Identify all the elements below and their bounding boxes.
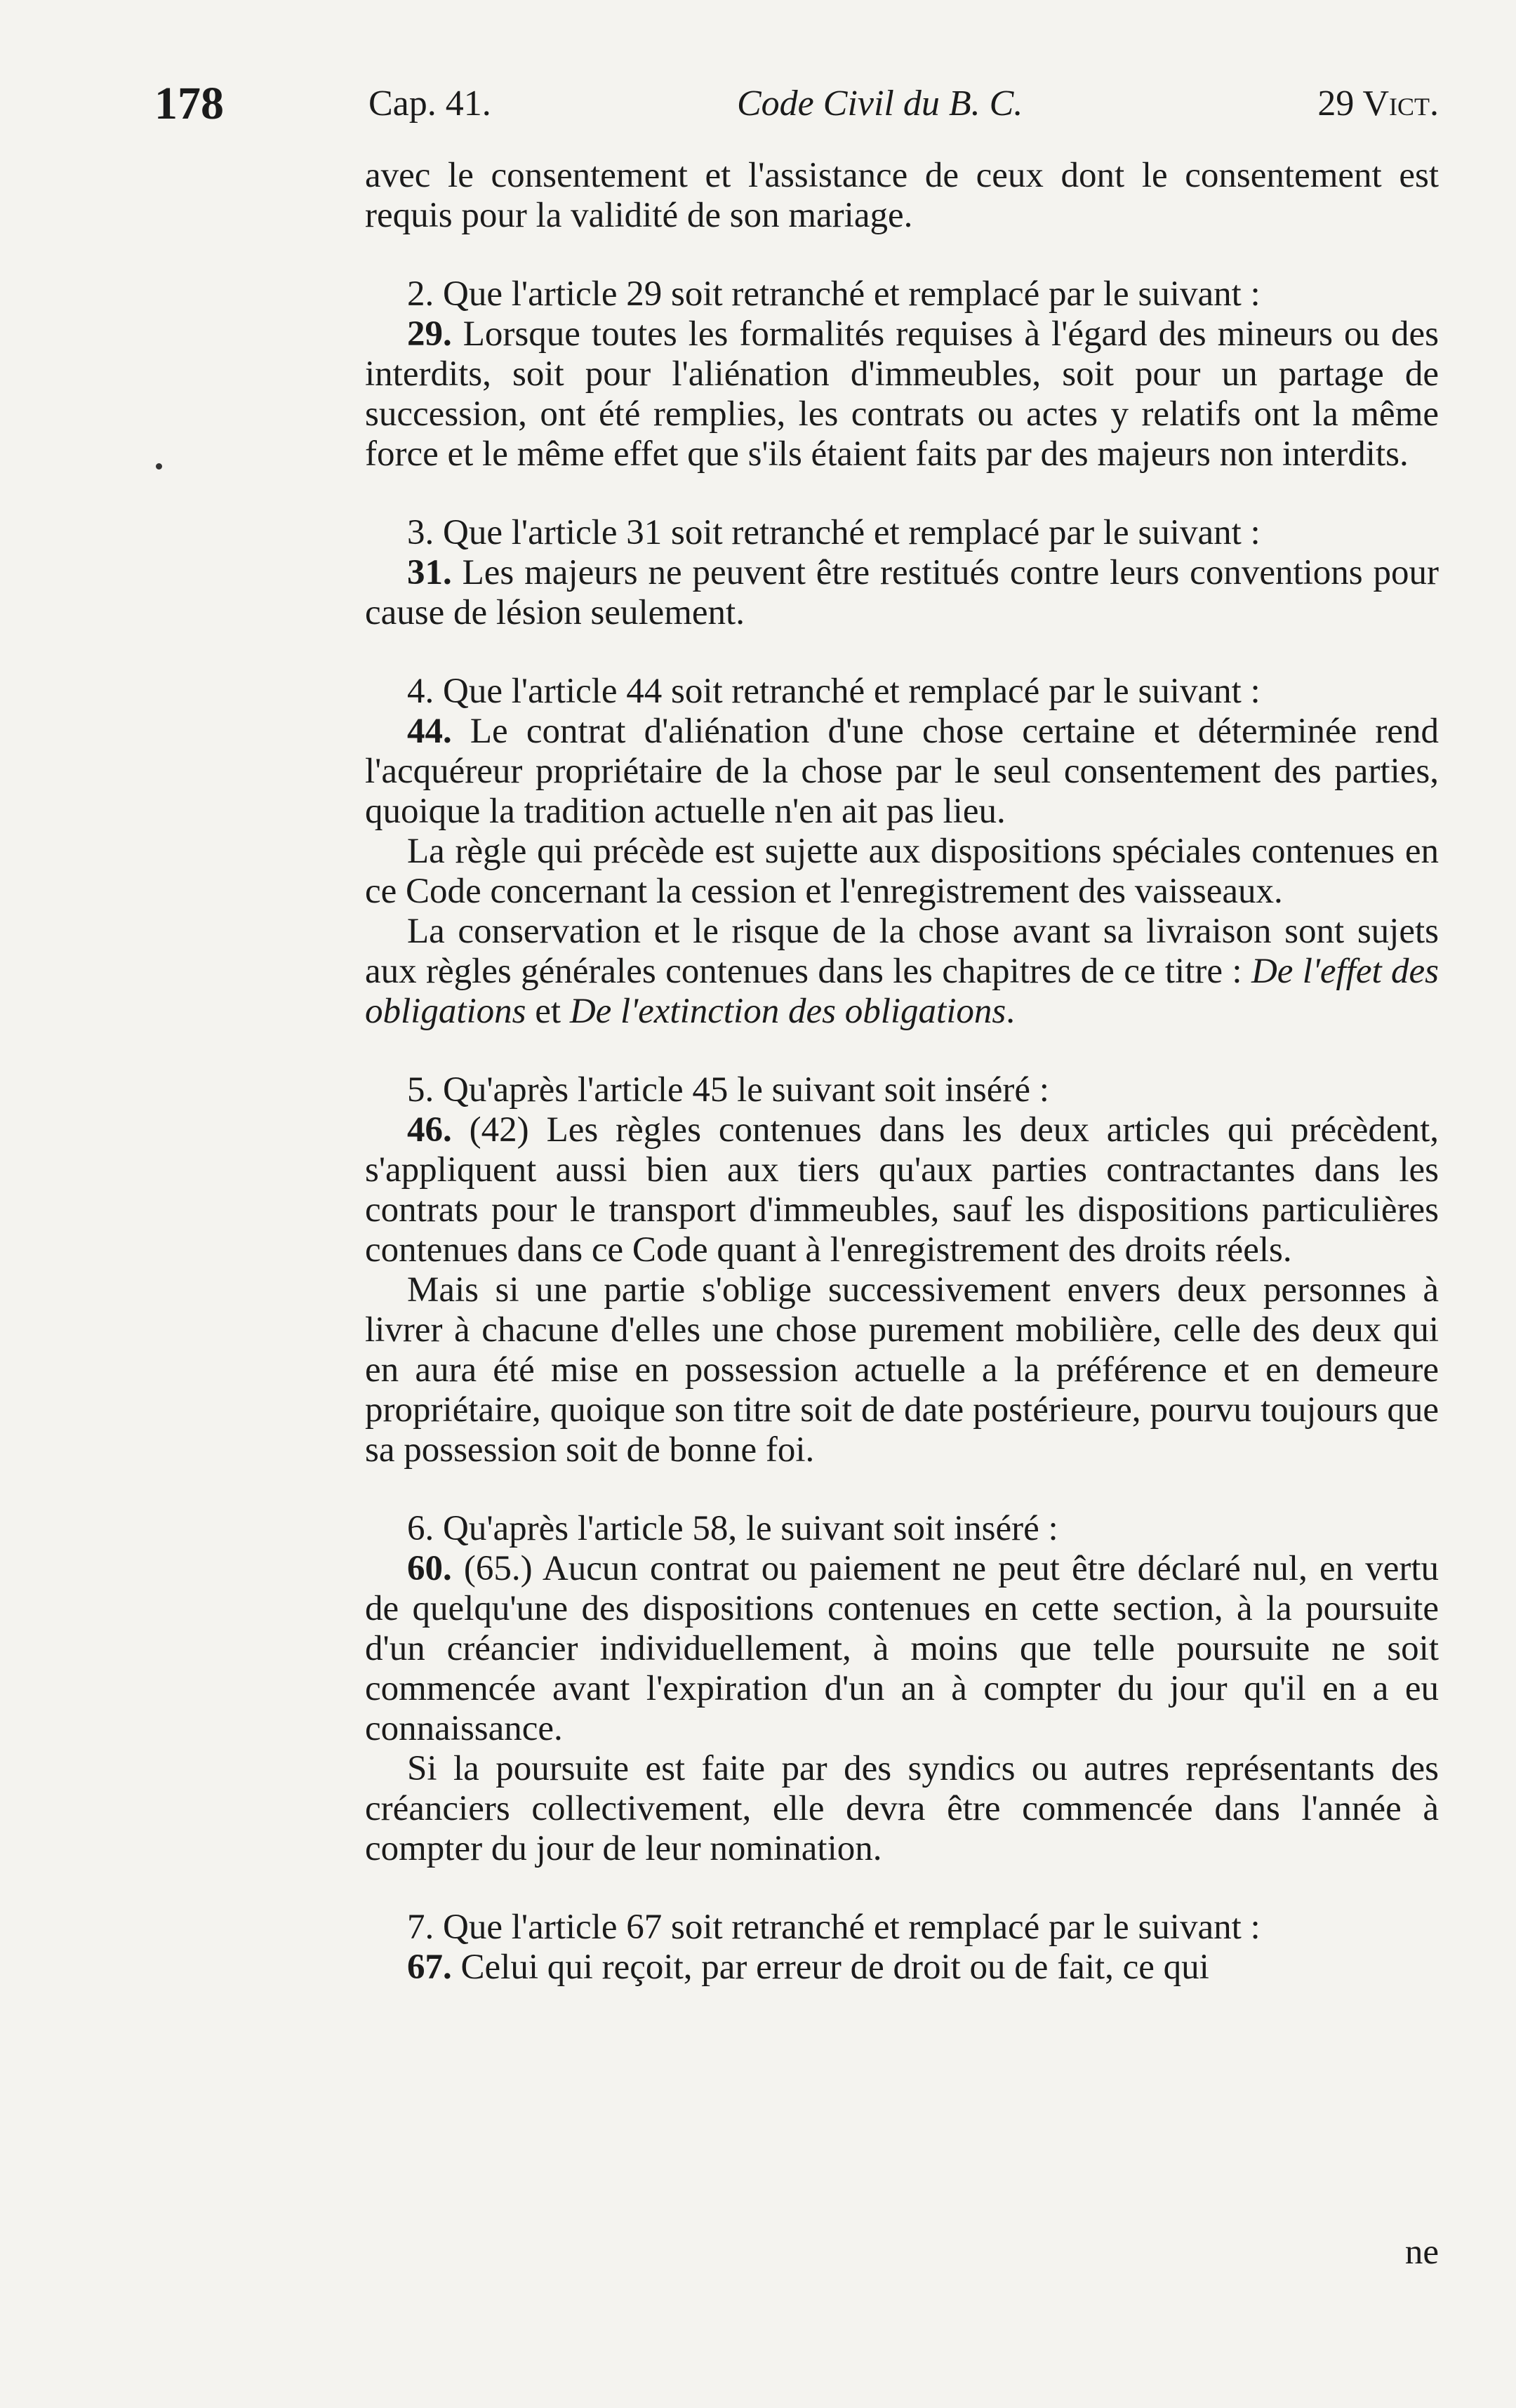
continuation-paragraph: avec le consentement et l'assistance de ceux dont le consentement est requis pour la validité de son mariage.: [365, 156, 1439, 235]
article-text: Lorsque toutes les formalités requises à l'égard des mineurs ou des interdits, soit pour l'aliénation d'immeubles, soit pour un partage de succession, ont été remplies, les contrats ou actes y relatifs ont la même force et le même effet que s'ils étaient faits par des majeurs non interdits.: [365, 314, 1439, 474]
article-text: Celui qui reçoit, par erreur de droit ou de fait, ce qui: [451, 1948, 1209, 1987]
article-number: 44.: [407, 712, 452, 751]
amendment-intro: 6. Qu'après l'article 58, le suivant soit inséré :: [407, 1509, 1058, 1548]
amendment-intro: 2. Que l'article 29 soit retranché et remplacé par le suivant :: [407, 274, 1261, 314]
article-paragraph: [365, 1549, 1439, 1749]
article-paragraph: [365, 1948, 1439, 1988]
chapter-title-italic: De l'extinction des obligations: [569, 992, 1006, 1031]
amendment-intro: 5. Qu'après l'article 45 le suivant soit inséré :: [407, 1070, 1049, 1110]
article-number: 60.: [407, 1549, 452, 1588]
article-sub-paragraph: [365, 912, 1439, 1032]
running-title: Code Civil du B. C.: [737, 84, 1023, 124]
article-text: (65.) Aucun contrat ou paiement ne peut être déclaré nul, en vertu de quelqu'une des dispositions contenues en cette section, à la poursuite d'un créancier individuellement, à moins que telle poursuite ne soit commencée avant l'expiration d'un an à compter du jour qu'il en a eu connaissance.: [365, 1549, 1439, 1748]
body-text: [365, 156, 1439, 1988]
regnal-year: 29 Vict.: [1317, 84, 1439, 124]
chapter-reference: Cap. 41.: [368, 84, 491, 124]
article-paragraph: [365, 314, 1439, 474]
amendment-intro: 4. Que l'article 44 soit retranché et remplacé par le suivant :: [407, 672, 1261, 711]
article-sub-paragraph: Mais si une partie s'oblige successivement envers deux personnes à livrer à chacune d'elles une chose purement mobilière, celle des deux qui en aura été mise en possession actuelle a la préférence et en demeure propriétaire, quoique son titre soit de date postérieure, pourvu toujours que sa possession soit de bonne foi.: [365, 1270, 1439, 1470]
paragraph-text: et: [526, 992, 570, 1031]
page-header: [154, 77, 1439, 140]
catchword: ne: [1404, 2233, 1439, 2272]
paragraph-text: .: [1006, 992, 1015, 1031]
article-paragraph: [365, 712, 1439, 832]
article-text: (42) Les règles contenues dans les deux articles qui précèdent, s'appliquent aussi bien aux tiers qu'aux parties contractantes dans les contrats pour le transport d'immeubles, sauf les dispositions particulières contenues dans ce Code quant à l'enregistrement des droits réels.: [365, 1110, 1439, 1270]
paragraph-text: La conservation et le risque de la chose avant sa livraison sont sujets aux règles générales contenues dans les chapitres de ce titre :: [365, 912, 1439, 991]
article-paragraph: [365, 1110, 1439, 1270]
article-number: 46.: [407, 1110, 452, 1150]
page-number: 178: [154, 78, 224, 129]
amendment-intro: 7. Que l'article 67 soit retranché et remplacé par le suivant :: [407, 1908, 1261, 1947]
article-text: Le contrat d'aliénation d'une chose certaine et déterminée rend l'acquéreur propriétaire de la chose par le seul consentement des parties, quoique la tradition actuelle n'en ait pas lieu.: [365, 712, 1439, 831]
article-number: 29.: [407, 314, 452, 354]
margin-mark: [156, 463, 162, 470]
article-paragraph: [365, 553, 1439, 633]
amendment-intro: 3. Que l'article 31 soit retranché et remplacé par le suivant :: [407, 513, 1261, 552]
article-sub-paragraph: Si la poursuite est faite par des syndics ou autres représentants des créanciers collectivement, elle devra être commencée dans l'année à compter du jour de leur nomination.: [365, 1749, 1439, 1868]
article-number: 31.: [407, 553, 452, 592]
article-number: 67.: [407, 1948, 452, 1987]
chapter-title-italic: De l'effet des obligations: [365, 952, 1439, 1031]
article-sub-paragraph: La règle qui précède est sujette aux dispositions spéciales contenues en ce Code concernant la cession et l'enregistrement des vaisseaux.: [365, 832, 1439, 911]
article-text: Les majeurs ne peuvent être restitués contre leurs conventions pour cause de lésion seulement.: [365, 553, 1439, 632]
